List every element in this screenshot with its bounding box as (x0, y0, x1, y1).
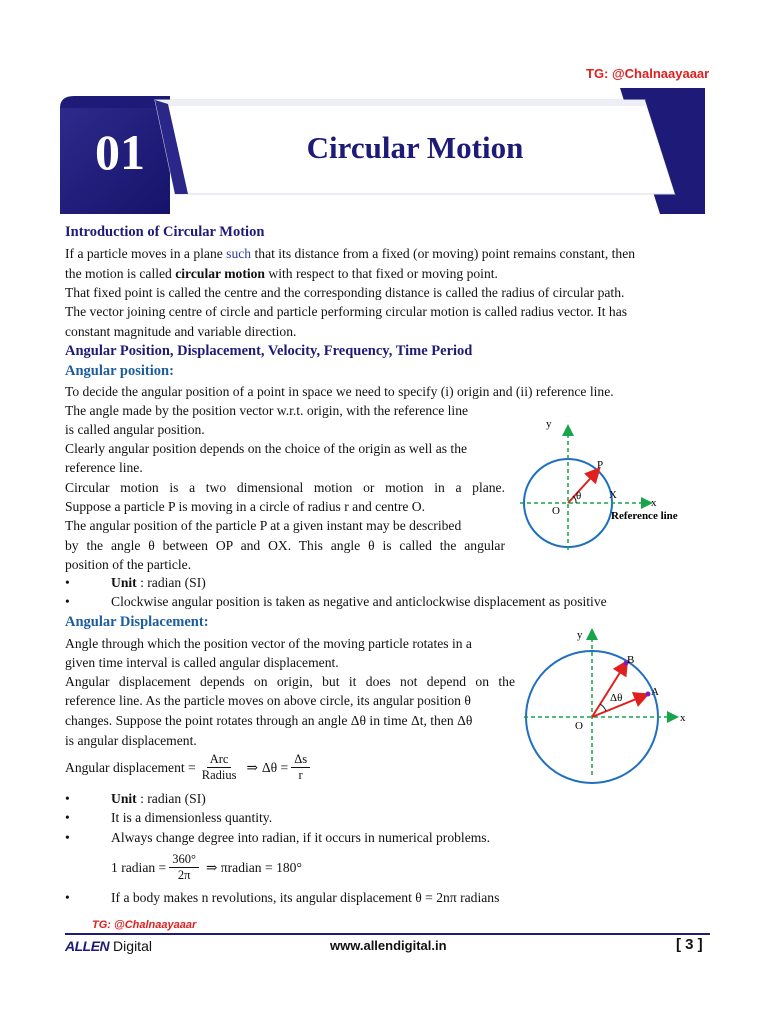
angular-displacement-line-6: is angular displacement. (65, 733, 197, 748)
unit-bullet: Unit : radian (SI) (111, 791, 206, 806)
angular-position-line-1: To decide the angular position of a point in space we need to specify (i) origin and (ii) reference line. (65, 384, 614, 399)
bullet-marker: • (65, 830, 70, 845)
bullet-marker: • (65, 791, 70, 806)
unit-bullet: Unit : radian (SI) (111, 575, 206, 590)
bullet-marker: • (65, 594, 70, 609)
footer-url[interactable]: www.allendigital.in (330, 938, 447, 953)
chapter-title: Circular Motion (306, 130, 524, 165)
angular-displacement-line-4: reference line. As the particle moves on above circle, its angular position θ (65, 693, 471, 708)
angular-displacement-heading: Angular Displacement: (65, 614, 209, 630)
angular-position-line-8: The angular position of the particle P at a given instant may be described (65, 518, 462, 533)
angular-displacement-line-2: given time interval is called angular displacement. (65, 655, 339, 670)
bullet-marker: • (65, 575, 70, 590)
angular-displacement-line-1: Angle through which the position vector of the moving particle rotates in a (65, 636, 472, 651)
angular-position-line-2: The angle made by the position vector w.r.t. origin, with the reference line (65, 403, 469, 418)
y-label: y (577, 629, 583, 641)
b-label: B (627, 654, 635, 666)
intro-line-2: the motion is called circular motion with respect to that fixed or moving point. (65, 266, 498, 281)
angular-position-line-7: Suppose a particle P is moving in a circle of radius r and centre O. (65, 499, 426, 514)
revolutions-bullet: If a body makes n revolutions, its angular displacement θ = 2nπ radians (111, 890, 500, 905)
bullet-marker: • (65, 890, 70, 905)
x-label: x (651, 497, 657, 509)
section-heading: Angular Position, Displacement, Velocity, Frequency, Time Period (65, 343, 473, 359)
radius-vector (568, 470, 598, 503)
origin-label: O (575, 720, 583, 732)
intro-heading: Introduction of Circular Motion (65, 224, 265, 240)
angular-displacement-figure (520, 625, 700, 785)
a-label: A (651, 686, 659, 698)
chapter-number: 01 (95, 124, 145, 180)
x-label: x (680, 712, 686, 724)
angular-position-line-3: is called angular position. (65, 422, 205, 437)
intro-line-1: If a particle moves in a plane such that its distance from a fixed (or moving) point remains constant, then (65, 246, 636, 261)
angular-displacement-formula: Angular displacement = $\frac{\text{Arc}}{\text{Radius}}$ ⇒ Δθ = $\frac{\Delta s}{r}$ (65, 752, 313, 783)
x-point-label: X (609, 489, 617, 501)
intro-line-4: The vector joining centre of circle and particle performing circular motion is called radius vector. It has (65, 304, 628, 319)
footer-logo: ALLEN Digital (65, 938, 152, 954)
clockwise-bullet: Clockwise angular position is taken as negative and anticlockwise displacement as positive (111, 594, 607, 609)
angular-position-line-4: Clearly angular position depends on the choice of the origin as well as the (65, 441, 468, 456)
angular-position-heading: Angular position: (65, 363, 174, 379)
degree-radian-bullet: Always change degree into radian, if it occurs in numerical problems. (111, 830, 490, 845)
y-label: y (546, 418, 552, 430)
intro-line-5: constant magnitude and variable direction. (65, 324, 297, 339)
bullet-marker: • (65, 810, 70, 825)
footer-divider (65, 933, 710, 935)
intro-line-3: That fixed point is called the centre and the corresponding distance is called the radius of circular path. (65, 285, 625, 300)
footer-telegram-handle: TG: @Chalnaayaaar (92, 919, 197, 931)
reference-line-label: Reference line (611, 510, 678, 522)
origin-label: O (552, 505, 560, 517)
vector-ob (592, 663, 626, 717)
radian-formula: 1 radian = $\frac{360^\circ}{2\pi}$ ⇒ πradian = 180° (111, 852, 302, 882)
theta-label: θ (576, 490, 582, 502)
angular-displacement-line-5: changes. Suppose the point rotates through an angle Δθ in time Δt, then Δθ (65, 713, 473, 728)
telegram-handle: TG: @Chalnaayaaar (586, 66, 710, 81)
p-label: P (597, 459, 604, 471)
angular-position-line-9: by the angle θ between OP and OX. This angle θ is called the angular (65, 538, 505, 553)
angular-position-line-6: Circular motion is a two dimensional motion or motion in a plane. (65, 480, 505, 495)
dimensionless-bullet: It is a dimensionless quantity. (111, 810, 273, 825)
page-number: [ 3 ] (676, 936, 703, 953)
angular-position-line-10: position of the particle. (65, 557, 192, 572)
angular-displacement-line-3: Angular displacement depends on origin, but it does not depend on the (65, 674, 515, 689)
angular-position-figure (510, 415, 710, 555)
delta-theta-label: Δθ (610, 692, 623, 704)
angular-position-line-5: reference line. (65, 460, 143, 475)
